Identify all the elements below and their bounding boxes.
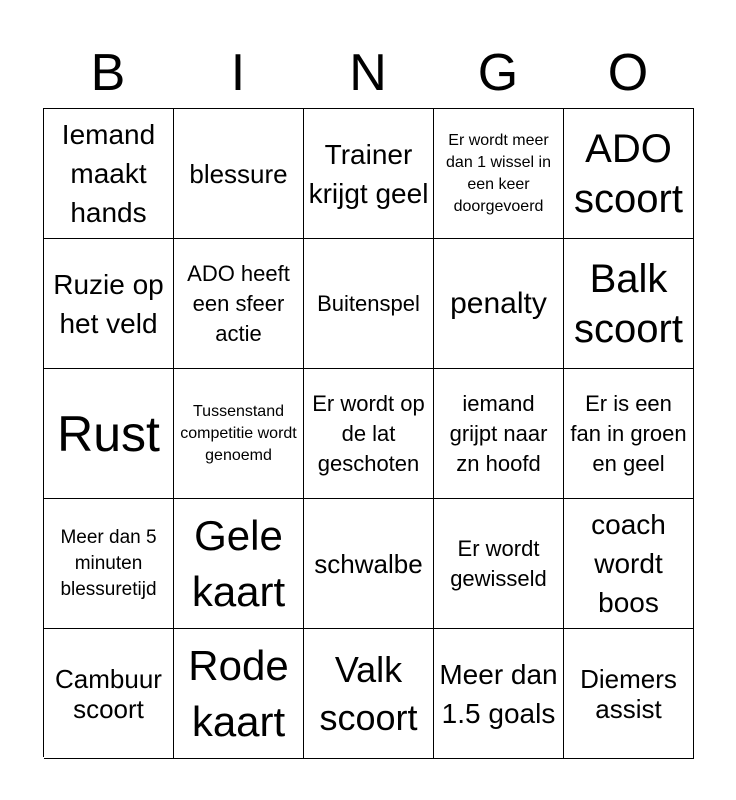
bingo-cell[interactable] (304, 629, 434, 759)
cell-text: schwalbe (314, 548, 423, 579)
bingo-grid (43, 108, 694, 757)
cell-text: Balk scoort (574, 256, 683, 351)
cell-text: Rust (57, 405, 160, 462)
bingo-cell[interactable] (44, 239, 174, 369)
bingo-cell[interactable] (304, 109, 434, 239)
header-letter-b: B (90, 44, 126, 102)
bingo-cell[interactable] (174, 499, 304, 629)
cell-text: penalty (450, 287, 547, 320)
bingo-cell[interactable] (434, 239, 564, 369)
bingo-cell[interactable] (434, 369, 564, 499)
bingo-cell[interactable] (44, 369, 174, 499)
bingo-cell[interactable] (434, 629, 564, 759)
header-letter-n: N (349, 44, 387, 102)
bingo-cell[interactable] (564, 499, 694, 629)
bingo-cell[interactable] (304, 369, 434, 499)
bingo-cell[interactable] (434, 499, 564, 629)
cell-text: Er is een fan in groen en geel (570, 390, 687, 476)
cell-text: coach wordt boos (591, 509, 666, 618)
bingo-cell[interactable] (44, 109, 174, 239)
bingo-cell[interactable] (564, 629, 694, 759)
cell-text: Er wordt meer dan 1 wissel in een keer doorgevoerd (446, 131, 551, 215)
bingo-cell[interactable] (304, 239, 434, 369)
cell-text: Iemand maakt hands (61, 119, 156, 228)
cell-text: Tussenstand competitie wordt genoemd (180, 402, 297, 464)
bingo-cell[interactable] (174, 239, 304, 369)
bingo-cell[interactable] (564, 109, 694, 239)
header-letter-o: O (607, 44, 649, 102)
bingo-cell[interactable] (564, 239, 694, 369)
bingo-header (43, 38, 693, 108)
cell-text: Gele kaart (191, 511, 286, 615)
bingo-cell[interactable] (174, 109, 304, 239)
cell-text: Er wordt op de lat geschoten (312, 390, 425, 476)
bingo-cell[interactable] (174, 369, 304, 499)
bingo-cell[interactable] (564, 369, 694, 499)
cell-text: Meer dan 1.5 goals (439, 658, 558, 729)
bingo-cell[interactable] (44, 499, 174, 629)
cell-text: Rode kaart (188, 641, 289, 745)
cell-text: Trainer krijgt geel (308, 138, 429, 209)
cell-text: Buitenspel (317, 290, 420, 316)
cell-text: ADO heeft een sfeer actie (187, 260, 290, 346)
cell-text: ADO scoort (574, 126, 683, 221)
cell-text: Valk scoort (319, 648, 418, 738)
header-letter-g: G (477, 44, 519, 102)
cell-text: Er wordt gewisseld (450, 535, 547, 591)
header-letter-i: I (230, 44, 246, 102)
cell-text: blessure (189, 158, 288, 189)
bingo-cell[interactable] (304, 499, 434, 629)
cell-text: Meer dan 5 minuten blessuretijd (60, 526, 157, 600)
bingo-cell[interactable] (44, 629, 174, 759)
cell-text: Cambuur scoort (55, 663, 162, 724)
cell-text: Ruzie op het veld (53, 268, 164, 339)
cell-text: iemand grijpt naar zn hoofd (449, 390, 548, 476)
bingo-cell[interactable] (434, 109, 564, 239)
cell-text: Diemers assist (580, 663, 677, 724)
bingo-cell[interactable] (174, 629, 304, 759)
